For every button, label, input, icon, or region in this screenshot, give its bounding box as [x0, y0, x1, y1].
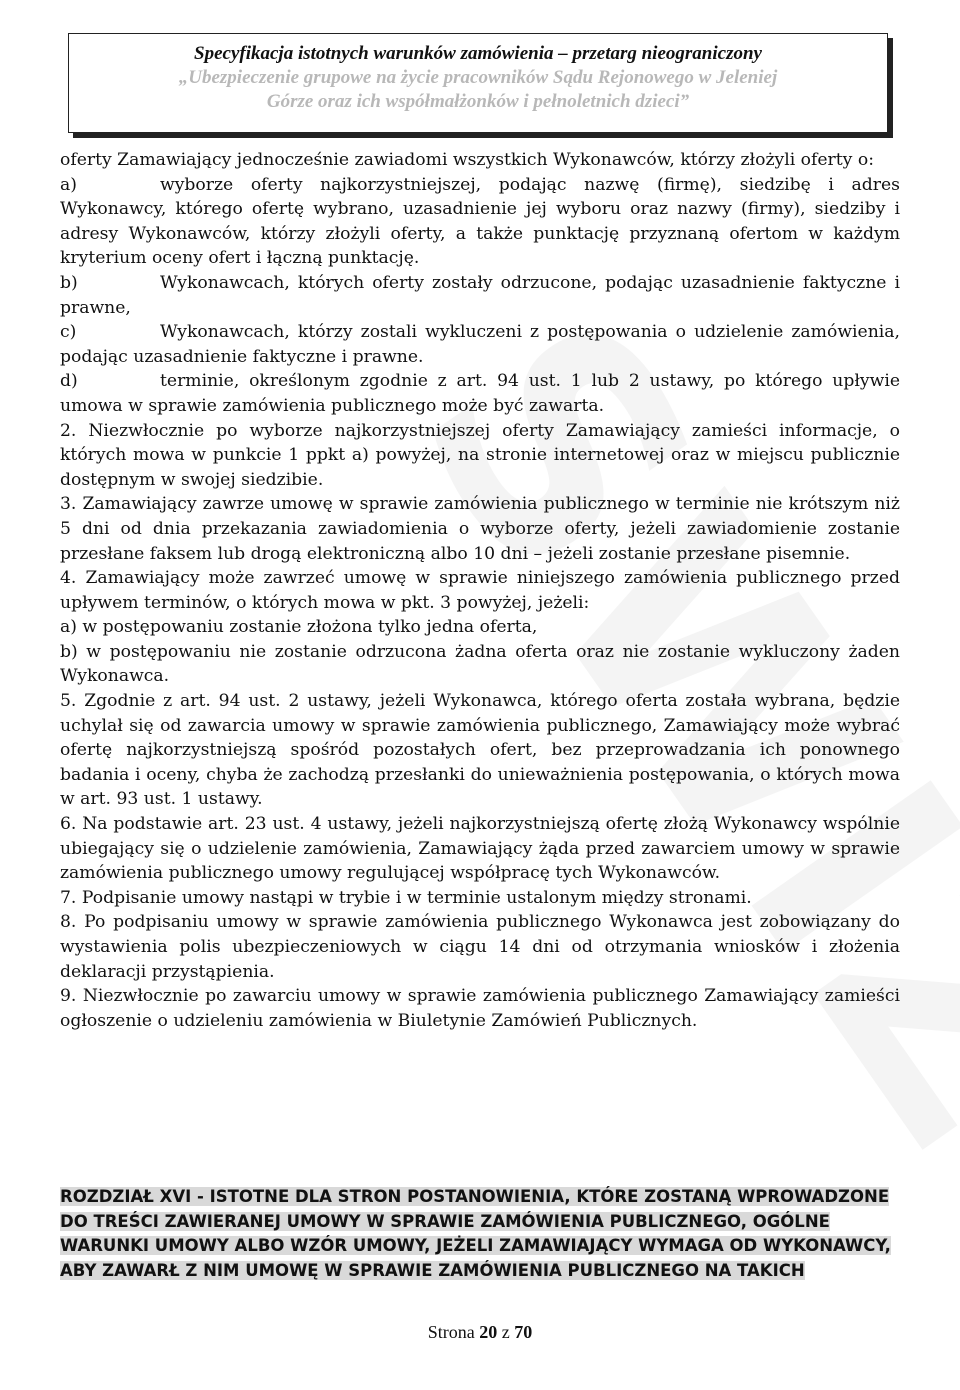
list-text-d: terminie, określonym zgodnie z art. 94 ust. 1 lub 2 ustawy, po którego upływie umowa w sprawie zamówienia publicznego może być zawarta. [60, 371, 900, 416]
document-body [60, 148, 900, 1033]
footer-mid: z [497, 1322, 515, 1342]
header-subtitle-line2: Górze oraz ich współmałżonków i pełnoletnich dzieci” [266, 91, 690, 112]
intro-paragraph: oferty Zamawiający jednocześnie zawiadomi wszystkich Wykonawców, którzy złożyli oferty o: [60, 150, 874, 170]
section-heading [60, 1185, 905, 1283]
paragraph-2: 2. Niezwłocznie po wyborze najkorzystniejszej oferty Zamawiający zamieści informacje, o których mowa w punkcie 1 ppkt a) powyżej, na stronie internetowej oraz w miejscu publicznie dostępnym w swojej siedzibie. [60, 420, 900, 490]
list-label-c: c) [60, 322, 77, 343]
list-label-b: b) [60, 272, 78, 293]
paragraph-4a: a) w postępowaniu zostanie złożona tylko jedna oferta, [60, 617, 538, 638]
page-footer [0, 1322, 960, 1343]
document-header [68, 33, 888, 133]
page-total: 70 [514, 1322, 533, 1342]
list-item-d [60, 369, 900, 418]
header-subtitle-line1: „Ubezpieczenie grupowe na życie pracowników Sądu Rejonowego w Jeleniej [178, 67, 778, 88]
list-item-c [60, 320, 900, 369]
list-label-d: d) [60, 371, 78, 392]
list-text-b: Wykonawcach, których oferty zostały odrzucone, podając uzasadnienie faktyczne i prawne, [60, 272, 900, 318]
footer-prefix: Strona [427, 1322, 480, 1342]
paragraph-4: 4. Zamawiający może zawrzeć umowę w sprawie niniejszego zamówienia publicznego przed upływem terminów, o których mowa w pkt. 3 powyżej, jeżeli: [60, 568, 900, 613]
paragraph-4b: b) w postępowaniu nie zostanie odrzucona żadna oferta oraz nie zostanie wykluczony żaden Wykonawca. [60, 641, 900, 687]
list-item-a [60, 173, 900, 271]
paragraph-3: 3. Zamawiający zawrze umowę w sprawie zamówienia publicznego w terminie nie krótszym niż 5 dni od dnia przekazania zawiadomienia o wyborze oferty, jeżeli zawiadomienie zostanie przesłane faksem lub drogą elektroniczną albo 10 dni – jeżeli zostanie przesłane pisemnie. [60, 494, 900, 564]
header-title: Specyfikacja istotnych warunków zamówienia – przetarg nieograniczony [194, 43, 762, 64]
paragraph-6: 6. Na podstawie art. 23 ust. 4 ustawy, jeżeli najkorzystniejszą ofertę złożą Wykonawcy wspólnie ubiegający się o udzielenie zamówienia, Zamawiający żąda przed zawarciem umowy w sprawie zamówienia publicznego umowy regulującej współpracę tych Wykonawców. [60, 814, 900, 884]
page-number: 20 [479, 1322, 498, 1342]
paragraph-8: 8. Po podpisaniu umowy w sprawie zamówienia publicznego Wykonawca jest zobowiązany do wystawienia polis ubezpieczeniowych w ciągu 14 dni od otrzymania wniosków i złożenia deklaracji przystąpienia. [60, 912, 900, 982]
list-label-a: a) [60, 174, 77, 195]
section-heading-text: ROZDZIAŁ XVI - ISTOTNE DLA STRON POSTANOWIENIA, KTÓRE ZOSTANĄ WPROWADZONE DO TREŚCI ZAWIERANEJ UMOWY W SPRAWIE ZAMÓWIENIA PUBLICZNEGO, OGÓLNE WARUNKI UMOWY ALBO WZÓR UMOWY, JEŻELI ZAMAWIAJĄCY WYMAGA OD WYKONAWCY, ABY ZAWARŁ Z NIM UMOWĘ W SPRAWIE ZAMÓWIENIA PUBLICZNEGO NA TAKICH [60, 1187, 891, 1280]
paragraph-7: 7. Podpisanie umowy nastąpi w trybie i w terminie ustalonym między stronami. [60, 887, 752, 908]
list-item-b [60, 271, 900, 320]
paragraph-9: 9. Niezwłocznie po zawarciu umowy w sprawie zamówienia publicznego Zamawiający zamieści ogłoszenie o udzieleniu zamówienia w Biuletynie Zamówień Publicznych. [60, 986, 900, 1031]
paragraph-5: 5. Zgodnie z art. 94 ust. 2 ustawy, jeżeli Wykonawca, którego oferta została wybrana, będzie uchylał się od zawarcia umowy w sprawie zamówienia publicznego, Zamawiający może wybrać ofertę najkorzystniejszą spośród pozostałych ofert, bez przeprowadzania ich ponownego badania i oceny, chyba że zachodzą przesłanki do unieważnienia postępowania, o których mowa w art. 93 ust. 1 ustawy. [60, 691, 900, 810]
list-text-a: wyborze oferty najkorzystniejszej, podając nazwę (firmę), siedzibę i adres Wykonawcy, którego ofertę wybrano, uzasadnienie jej wyboru oraz nazwy (firmy), siedziby i adresy Wykonawców, którzy złożyli oferty, a także punktację przyznaną ofertom w każdym kryterium oceny ofert i łączną punktację. [60, 174, 900, 269]
list-text-c: Wykonawcach, którzy zostali wykluczeni z postępowania o udzielenie zamówienia, podając uzasadnienie faktyczne i prawne. [60, 322, 900, 367]
